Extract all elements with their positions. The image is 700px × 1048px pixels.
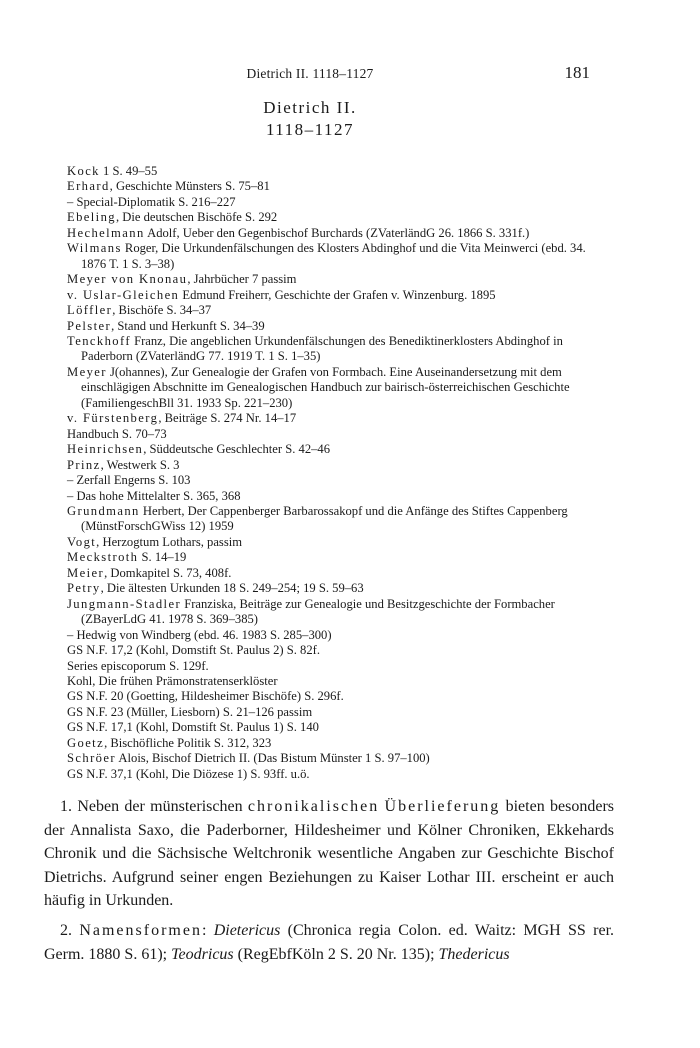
- bibliography-author: Ebeling: [67, 210, 116, 225]
- paragraph-1-lead: 1. Neben der münsterischen: [60, 798, 248, 815]
- section-title: [0, 97, 620, 141]
- bibliography-entry: [67, 659, 612, 674]
- bibliography-entry: [67, 581, 612, 596]
- running-title: Dietrich II. 1118–1127: [246, 66, 374, 81]
- bibliography-entry: [67, 489, 612, 504]
- name-form-teodricus: Teodricus: [171, 945, 234, 963]
- bibliography-text: Adolf, Ueber den Gegenbischof Burchards (ZVaterländG 26. 1866 S. 331f.): [144, 225, 530, 240]
- bibliography-text: Franz, Die angeblichen Urkundenfälschungen des Benediktinerklosters Abdinghof in Paderborn (ZVaterländG 77. 1919 T. 1 S. 1–35): [81, 333, 563, 364]
- bibliography-text: GS N.F. 37,1 (Kohl, Die Diözese 1) S. 93ff. u.ö.: [67, 766, 310, 781]
- bibliography-text: GS N.F. 23 (Müller, Liesborn) S. 21–126 passim: [67, 704, 313, 719]
- bibliography-entry: [67, 705, 612, 720]
- bibliography-entry: [67, 195, 612, 210]
- bibliography-text: , Westwerk S. 3: [100, 457, 180, 472]
- bibliography-entry: [67, 628, 612, 643]
- bibliography-author: Goetz: [67, 735, 105, 750]
- paragraph-2-colon: :: [201, 921, 214, 939]
- name-form-thedericus: Thedericus: [438, 945, 510, 963]
- bibliography-entry: [67, 288, 612, 303]
- bibliography-author: Wilmans: [67, 241, 122, 256]
- bibliography-author: Schröer: [67, 751, 116, 766]
- body-text: [44, 795, 614, 972]
- paragraph-1-rest: bieten besonders der Annalista Saxo, die Paderborner, Hildesheimer und Kölner Chroniken, Ekkehards Chronik und die Sächsische Weltchronik wesentliche Angaben zur Geschichte Bischof Dietrichs. Aufgrund seiner engen Beziehungen zu Kaiser Lothar III. erscheint er auch häufig in Urkunden.: [44, 798, 615, 910]
- bibliography-entry: [67, 535, 612, 550]
- bibliography-text: J(ohannes), Zur Genealogie der Grafen von Formbach. Eine Auseinandersetzung mit dem einschlägigen Abschnitte im Genealogischen Handbuch zur bairisch-österreichischen Geschichte (FamiliengeschBll 31. 1933 Sp. 221–230): [81, 364, 570, 410]
- bibliography-text: Handbuch S. 70–73: [67, 426, 167, 441]
- bibliography-entry: [67, 427, 612, 442]
- bibliography-text: Series episcoporum S. 129f.: [67, 658, 209, 673]
- section-title-years: 1118–1127: [265, 120, 355, 139]
- bibliography-entry: [67, 643, 612, 658]
- section-title-name: Dietrich II.: [263, 98, 357, 117]
- bibliography-text: , Stand und Herkunft S. 34–39: [111, 318, 265, 333]
- bibliography-author: v. Fürstenberg: [67, 411, 159, 426]
- bibliography-text: – Hedwig von Windberg (ebd. 46. 1983 S. 285–300): [67, 627, 332, 642]
- bibliography-author: Petry: [67, 581, 101, 596]
- name-form-dietericus: Dietericus: [213, 921, 281, 939]
- bibliography-author: Meyer von Knonau: [67, 272, 188, 287]
- bibliography-author: v. Uslar-Gleichen: [67, 287, 180, 302]
- bibliography-entry: [67, 164, 612, 179]
- bibliography-text: Edmund Freiherr, Geschichte der Grafen v. Winzenburg. 1895: [179, 287, 496, 302]
- bibliography-text: Roger, Die Urkundenfälschungen des Klosters Abdinghof und die Vita Meinwerci (ebd. 34. 1876 T. 1 S. 3–38): [81, 241, 586, 271]
- bibliography-author: Kock: [67, 164, 100, 178]
- paragraph-1: [44, 795, 614, 913]
- bibliography-entry: [67, 751, 612, 766]
- bibliography-entry: [67, 442, 612, 457]
- bibliography-text: , Bischöfe S. 34–37: [112, 303, 212, 318]
- bibliography-text: GS N.F. 17,2 (Kohl, Domstift St. Paulus 2) S. 82f.: [67, 643, 320, 658]
- bibliography-text: Herbert, Der Cappenberger Barbarossakopf und die Anfänge des Stiftes Cappenberg (MünstForschGWiss 12) 1959: [81, 503, 568, 534]
- paragraph-2-lead: 2.: [60, 921, 80, 939]
- bibliography-entry: [67, 241, 612, 272]
- bibliography-entry: [67, 365, 612, 411]
- bibliography-author: Löffler: [67, 303, 113, 318]
- paragraph-2: [44, 919, 614, 966]
- bibliography-author: Jungmann-Stadler: [67, 596, 182, 611]
- spaced-term-ueberlieferung: Überlieferung: [384, 798, 501, 815]
- bibliography-text: GS N.F. 20 (Goetting, Hildesheimer Bischöfe) S. 296f.: [67, 689, 344, 704]
- bibliography-text: , Jahrbücher 7 passim: [187, 272, 297, 287]
- bibliography-list: [67, 164, 612, 782]
- bibliography-entry: [67, 674, 612, 689]
- paragraph-2-text-2: (RegEbfKöln 2 S. 20 Nr. 135);: [233, 945, 439, 963]
- bibliography-text: – Special-Diplomatik S. 216–227: [67, 194, 236, 209]
- bibliography-text: – Das hohe Mittelalter S. 365, 368: [67, 488, 241, 503]
- bibliography-entry: [67, 226, 612, 241]
- bibliography-author: Vogt: [67, 534, 97, 549]
- bibliography-entry: [67, 504, 612, 535]
- running-head: [0, 62, 700, 86]
- bibliography-entry: [67, 736, 612, 751]
- spaced-term-chronikalischen: chronikalischen: [247, 798, 380, 815]
- bibliography-text: , Domkapitel S. 73, 408f.: [104, 565, 232, 580]
- bibliography-text: Alois, Bischof Dietrich II. (Das Bistum Münster 1 S. 97–100): [115, 751, 430, 766]
- bibliography-author: Heinrichsen: [67, 442, 144, 457]
- bibliography-author: Erhard: [67, 179, 110, 194]
- bibliography-author: Tenckhoff: [67, 333, 131, 348]
- bibliography-author: Meier: [67, 565, 105, 580]
- bibliography-text: – Zerfall Engerns S. 103: [67, 473, 191, 488]
- bibliography-text: , Bischöfliche Politik S. 312, 323: [104, 735, 272, 750]
- spaced-term-namensformen: Namensformen: [79, 921, 202, 939]
- bibliography-text: Kohl, Die frühen Prämonstratenserklöster: [67, 673, 278, 688]
- bibliography-entry: [67, 597, 612, 628]
- bibliography-entry: [67, 210, 612, 225]
- bibliography-author: Prinz: [67, 457, 101, 472]
- bibliography-text: GS N.F. 17,1 (Kohl, Domstift St. Paulus 1) S. 140: [67, 720, 319, 735]
- bibliography-text: 1 S. 49–55: [99, 164, 158, 178]
- bibliography-text: , Die ältesten Urkunden 18 S. 249–254; 19 S. 59–63: [100, 581, 364, 596]
- bibliography-entry: [67, 272, 612, 287]
- bibliography-entry: [67, 473, 612, 488]
- bibliography-text: , Die deutschen Bischöfe S. 292: [115, 210, 278, 225]
- bibliography-entry: [67, 720, 612, 735]
- bibliography-text: , Süddeutsche Geschlechter S. 42–46: [143, 442, 331, 457]
- bibliography-entry: [67, 458, 612, 473]
- bibliography-author: Grundmann: [67, 503, 140, 518]
- bibliography-text: , Herzogtum Lothars, passim: [96, 534, 243, 549]
- bibliography-entry: [67, 767, 612, 782]
- bibliography-text: , Beiträge S. 274 Nr. 14–17: [158, 411, 297, 426]
- bibliography-entry: [67, 689, 612, 704]
- bibliography-entry: [67, 411, 612, 426]
- bibliography-text: , Geschichte Münsters S. 75–81: [109, 179, 270, 194]
- bibliography-author: Pelster: [67, 318, 112, 333]
- bibliography-entry: [67, 319, 612, 334]
- bibliography-text: S. 14–19: [138, 550, 187, 565]
- bibliography-entry: [67, 303, 612, 318]
- bibliography-entry: [67, 179, 612, 194]
- paragraph-2-text-1: (Chronica regia Colon. ed. Waitz: MGH SS rer. Germ. 1880 S. 61);: [44, 921, 615, 963]
- bibliography-author: Meckstroth: [67, 550, 139, 565]
- bibliography-text: Franziska, Beiträge zur Genealogie und Besitzgeschichte der Formbacher (ZBayerLdG 41. 1978 S. 369–385): [81, 596, 555, 627]
- bibliography-entry: [67, 566, 612, 581]
- page-number: 181: [564, 63, 590, 82]
- bibliography-entry: [67, 334, 612, 365]
- bibliography-author: Meyer: [67, 364, 107, 379]
- bibliography-author: Hechelmann: [67, 225, 145, 240]
- bibliography-entry: [67, 550, 612, 565]
